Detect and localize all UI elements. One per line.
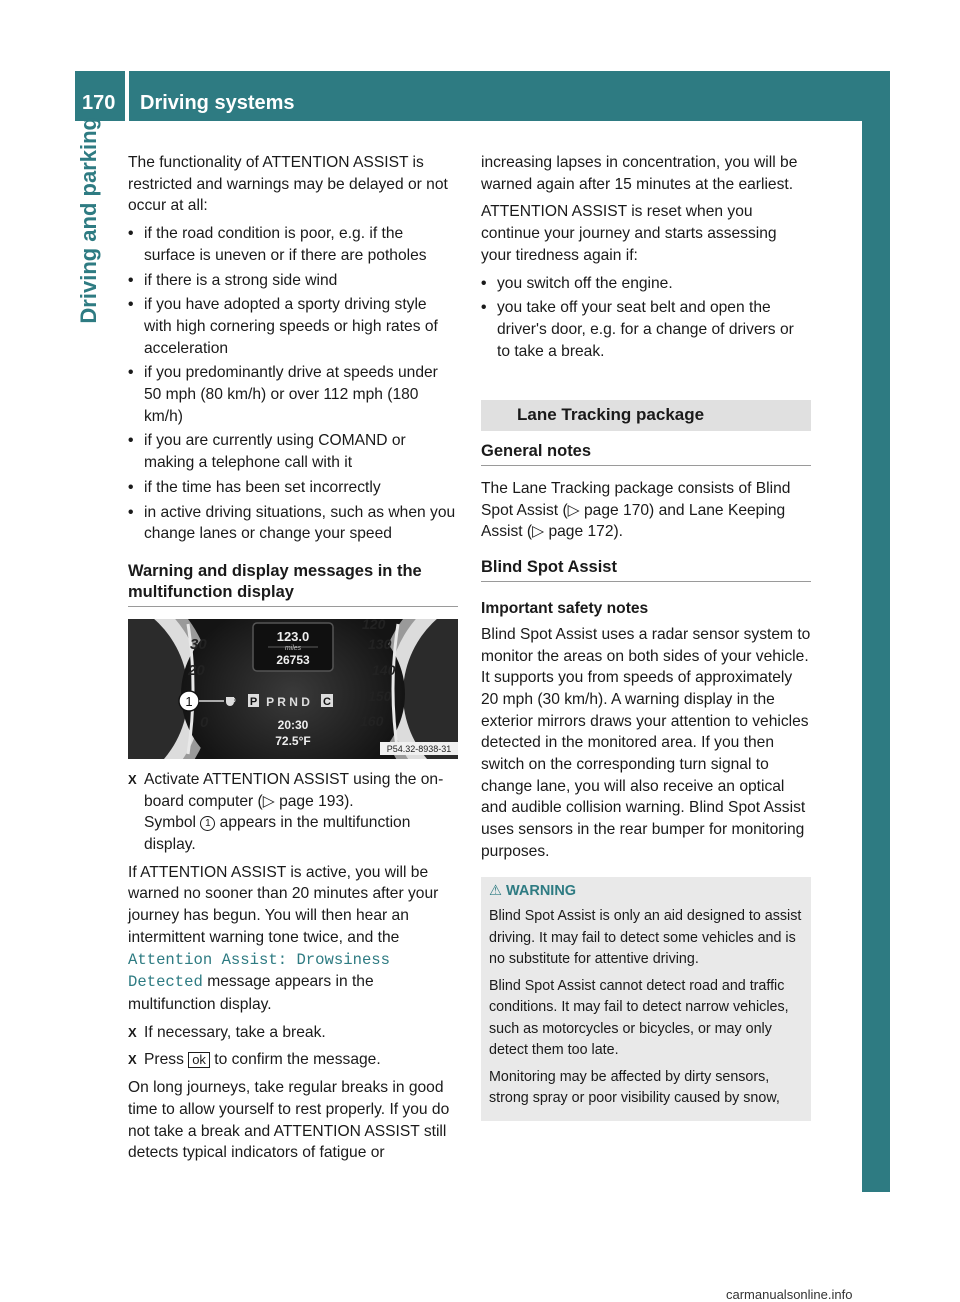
watermark: carmanualsonline.info: [726, 1287, 853, 1302]
left-column: [128, 152, 458, 1170]
paragraph-text: message appears in the multifunction display.: [128, 973, 374, 1013]
page-ref-arrow-icon: ▷: [532, 523, 549, 541]
header-title-box: [129, 71, 890, 121]
list-item: • if you predominantly drive at speeds under 50 mph (80 km/h) or over 112 mph (180 km/h): [128, 362, 458, 427]
subsection-general-notes: General notes: [481, 441, 811, 466]
page-ref[interactable]: page 170) and Lane Keeping Assist (: [481, 501, 786, 541]
list-item: • you switch off the engine.: [481, 273, 811, 295]
step-confirm: [128, 1049, 458, 1071]
warning-box: [481, 877, 811, 1121]
paragraph: [128, 862, 458, 1016]
speed-label: 30: [190, 635, 207, 653]
paragraph: ATTENTION ASSIST is reset when you continue your journey and starts assessing your tiredness again if:: [481, 203, 777, 264]
paragraph: On long journeys, take regular breaks in good time to allow yourself to rest properly. If you do not take a break and ATTENTION ASSIST still detects typical indicators of fatigue or: [128, 1079, 450, 1162]
warning-text: Blind Spot Assist is only an aid designed to assist driving. It may fail to detect some vehicles and is no substitute for attentive driving.: [489, 908, 802, 968]
list-item: • if there is a strong side wind: [128, 270, 458, 292]
list-item: • if you have adopted a sporty driving style with high cornering speeds or high rates of acceleration: [128, 294, 458, 359]
paragraph-text: The Lane Tracking package consists of Blind Spot Assist (: [481, 480, 791, 519]
step-text: Activate ATTENTION ASSIST using the on-board computer (: [144, 770, 444, 810]
step-text: Press: [144, 1051, 189, 1069]
list-item: • you take off your seat belt and open the driver's door, e.g. for a change of drivers or to take a break.: [481, 297, 811, 362]
c-letter: C: [323, 695, 331, 708]
step-activate: [128, 769, 458, 856]
clock: 20:30: [277, 717, 309, 732]
speed-label: 140: [372, 661, 396, 678]
page-number-box: [75, 71, 125, 121]
intro-text: The functionality of ATTENTION ASSIST is restricted and warnings may be delayed or not occur at all:: [128, 154, 448, 215]
odometer-trip: 123.0: [276, 628, 310, 644]
warning-text: Monitoring may be affected by dirty sensors, strong spray or poor visibility caused by snow,: [489, 1068, 780, 1107]
sidebar-label: Driving and parking: [76, 117, 101, 324]
paragraph: [481, 478, 811, 543]
speed-label: 120: [362, 618, 386, 632]
section-heading: Warning and display messages in the multifunction display: [128, 561, 458, 607]
page-ref[interactable]: page 172).: [548, 523, 624, 541]
display-message: Attention Assist: Drowsiness Detected: [128, 950, 391, 992]
speed-label: 0: [200, 713, 209, 731]
page-ref-arrow-icon: ▷: [262, 792, 280, 810]
park-letter: P: [249, 695, 258, 708]
list-item: • in active driving situations, such as when you change lanes or change your speed: [128, 502, 458, 545]
warning-title: [489, 881, 803, 903]
list-item: • if you are currently using COMAND or making a telephone call with it: [128, 430, 458, 473]
page-ref-arrow-icon: ▷: [567, 501, 584, 519]
speed-label: 130: [368, 635, 392, 652]
figure-ref: P54.32-8938-31: [386, 743, 452, 754]
outside-temp: 72.5°F: [275, 733, 311, 748]
step-text: appears in the multifunction display.: [144, 814, 411, 854]
page-title: Driving systems: [140, 92, 295, 114]
instrument-cluster-graphic: [128, 619, 458, 759]
paragraph-text: If ATTENTION ASSIST is active, you will be warned no sooner than 20 minutes after your journey has begun. You will then hear an intermittent warning tone twice, and the: [128, 863, 439, 946]
section-heading-lane-tracking: Lane Tracking package: [481, 400, 811, 431]
odometer-unit: miles: [284, 644, 302, 652]
callout-symbol: 1: [200, 816, 215, 831]
page-ref[interactable]: page 193).: [279, 792, 354, 810]
step-text: Symbol: [144, 814, 201, 832]
step-break: X If necessary, take a break.: [128, 1022, 458, 1044]
ok-key-icon: ok: [188, 1052, 210, 1068]
callout-number: 1: [185, 693, 193, 709]
speed-label: 160: [360, 712, 384, 729]
heading-safety-notes: Important safety notes: [481, 600, 649, 618]
speed-label: 150: [368, 687, 392, 704]
paragraph: Blind Spot Assist uses a radar sensor system to monitor the areas on both sides of your vehicle. It supports you from speeds of approximately 20 mph (30 km/h). A warning display in the exterior mirrors draws your attention to vehicles detected in the monitored area. If you then switch on the corresponding turn signal to change lane, you will also receive an optical and audible collision warning. Blind Spot Assist uses sensors in the rear bumper for monitoring purposes.: [481, 625, 811, 860]
instrument-cluster-figure: [128, 619, 458, 759]
gear-selector: P R N D: [266, 694, 310, 709]
step-text: to confirm the message.: [209, 1051, 381, 1069]
page-number: 170: [82, 92, 116, 114]
warning-title-text: WARNING: [506, 882, 577, 899]
speed-label: 20: [188, 661, 205, 679]
right-column: [481, 152, 811, 1121]
warning-triangle-icon: ⚠: [489, 882, 502, 899]
paragraph: increasing lapses in concentration, you will be warned again after 15 minutes at the earliest.: [481, 154, 798, 193]
subsection-blind-spot-assist: Blind Spot Assist: [481, 557, 811, 582]
odometer-total: 26753: [276, 652, 310, 667]
list-item: • if the time has been set incorrectly: [128, 477, 458, 499]
warning-text: Blind Spot Assist cannot detect road and traffic conditions. It may fail to detect narrow vehicles, such as motorcycles or bicycles, or may only detect them too late.: [489, 977, 789, 1059]
sidebar-bar: [862, 121, 890, 1192]
list-item: • if the road condition is poor, e.g. if the surface is uneven or if there are potholes: [128, 223, 458, 266]
